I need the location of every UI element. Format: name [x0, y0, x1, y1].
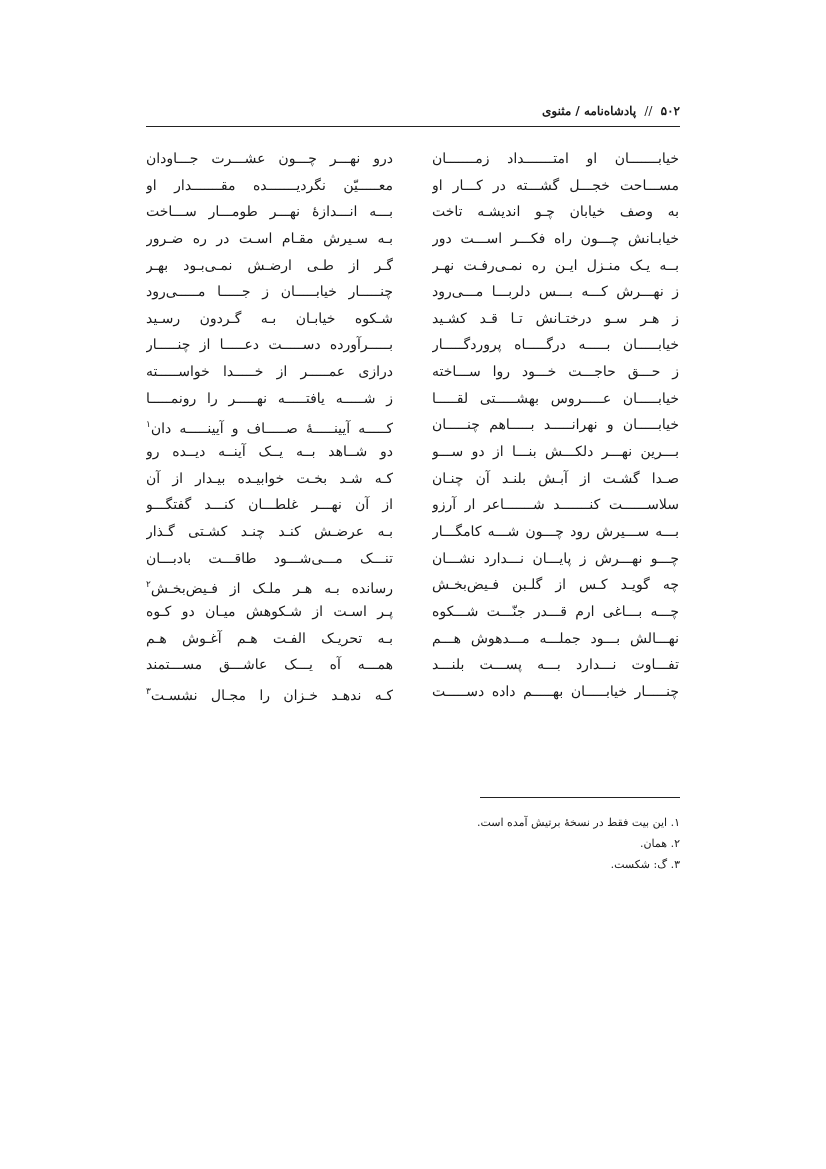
verse-line-with-footnote [146, 412, 393, 439]
verse-line: کـه شـد بخـت خوابیـده بیـدار از آن [146, 470, 393, 487]
verse-line: مســـاحت خجـــل گشـــته در کـــار او [432, 177, 679, 194]
verse-line: دو شــاهد بــه یــک آینــه دیــده رو [146, 444, 393, 461]
footnote: ۲. همان. [639, 837, 680, 850]
verse-line: همـــه آه یـــک عاشـــق مســـتمند [146, 657, 393, 674]
verse-line: خیابـــــان عـــــروس بهشـــــتی لقـــــا [432, 390, 679, 407]
verse-text: رسانده بـه هـر ملـک از فـیض‌بخـش [150, 581, 393, 598]
verse-line: ز نهـــرش کـــه بـــس دلربـــا مـــی‌رود [432, 284, 679, 301]
verse-line: صـدا گشـت از آبـش بلنـد آن چنـان [432, 470, 679, 487]
verse-line-with-footnote [146, 679, 393, 706]
verse-line: بـــــرآورده دســـــت دعـــــا از چنـــــار [146, 337, 393, 354]
footnote: ۳. گ: شکست. [610, 858, 680, 871]
verse-line: خیابـــــان و نهرانـــــد بـــــاهم چنـــــان [432, 417, 679, 434]
page-number: ۵۰۲ [660, 104, 680, 118]
footnote-marker: ۱ [146, 420, 151, 431]
verse-line: چـــه بـــاغی ارم قـــدر جنّـــت شـــکوه [432, 603, 679, 620]
verse-line: بـه تحریـک الفـت هـم آغـوش هـم [146, 630, 393, 647]
verse-line: بــه یـک منـزل ایـن ره نمـی‌رفـت نهـر [432, 257, 679, 274]
verse-text: کـــــه آیینـــــۀ صـــــاف و آیینـــــه دان [150, 421, 393, 438]
footnote-marker: ۳ [146, 686, 151, 697]
verse-line: بـــرین نهـــر دلکـــش بنـــا از دو ســـو [432, 444, 679, 461]
verse-line: به وصف خیابان چـو اندیشـه تاخت [432, 204, 679, 221]
verse-line: سلاســــــت کنـــــــد شـــــــاعر ار آرزو [432, 497, 679, 514]
verse-column-left [146, 146, 393, 705]
verse-line: از آن نهـــر غلطـــان کنـــد گفتگـــو [146, 497, 393, 514]
verse-line-with-footnote [146, 572, 393, 599]
verse-line: بـه عرضـش کنـد چنـد کشـتی گـذار [146, 523, 393, 540]
footnotes [477, 812, 680, 875]
verse-line: چه گویـد کـس از گلـبن فـیض‌بخـش [432, 577, 679, 594]
verse-line: بـــه انـــدازۀ نهـــر طومـــار ســـاخت [146, 204, 393, 221]
verse-line: پـر اسـت از شـکوهش میـان دو کـوه [146, 603, 393, 620]
verse-line: تفـــاوت نـــدارد بـــه پســـت بلنـــد [432, 657, 679, 674]
verse-line: بـــه ســـیرش رود چـــون شـــه کامگـــار [432, 523, 679, 540]
footnote-rule [480, 797, 680, 798]
verse-line: نهـــالش بـــود جملـــه مـــدهوش هـــم [432, 630, 679, 647]
header-separator: // [644, 104, 653, 118]
footnote-marker: ۲ [146, 580, 151, 591]
header-rule [146, 126, 680, 127]
footnote: ۱. این بیت فقط در نسخۀ برتیش آمده است. [476, 816, 680, 829]
verse-line: بـه سـیرش مقـام اسـت در ره ضـرور [146, 230, 393, 247]
verse-line: ز شـــــه یافتـــــه نهـــــر را رونمـــــا [146, 390, 393, 407]
running-head [542, 104, 680, 118]
verse-line: درو نهـــر چـــون عشـــرت جـــاودان [146, 151, 393, 167]
verse-text: کـه ندهـد خـزان را مجـال نشسـت [150, 687, 393, 704]
verse-line: چنـــــار خیابـــــان ز جـــــا مـــــی‌رود [146, 284, 393, 301]
verse-line: شـکوه خیابـان بـه گـردون رسـید [146, 310, 393, 327]
verse-line: خیابـــــان بـــــه درگـــــاه پروردگـــــار [432, 337, 679, 354]
book-title: پادشاه‌نامه / مثنوی [541, 104, 637, 118]
verse-line: خیابـــــــان او امتـــــــداد زمـــــــان [432, 151, 679, 167]
verse-line: چـــو نهـــرش ز پایـــان نـــدارد نشـــان [432, 550, 679, 567]
verse-line: ز حـــق حاجـــت خـــود روا ســـاخته [432, 364, 679, 381]
verse-line: خیابـانش چـــون راه فکـــر اســـت دور [432, 230, 679, 247]
verse-line: درازی عمـــــر از خـــــدا خواســـــته [146, 364, 393, 381]
verse-line: ز هـر سـو درختـانش تـا قـد کشـید [432, 310, 679, 327]
verse-line: معـــــیّن نگردیـــــــده مقـــــــدار او [146, 177, 393, 194]
verse-line: گـر از طـی ارضـش نمـی‌بـود بهـر [146, 257, 393, 274]
verse-line: تنـــک مـــی‌شـــود طاقـــت بادبـــان [146, 550, 393, 567]
verse-line: چنـــــار خیابـــــان بهـــــم داده دســـــت [432, 683, 679, 700]
verse-column-right [432, 146, 679, 705]
